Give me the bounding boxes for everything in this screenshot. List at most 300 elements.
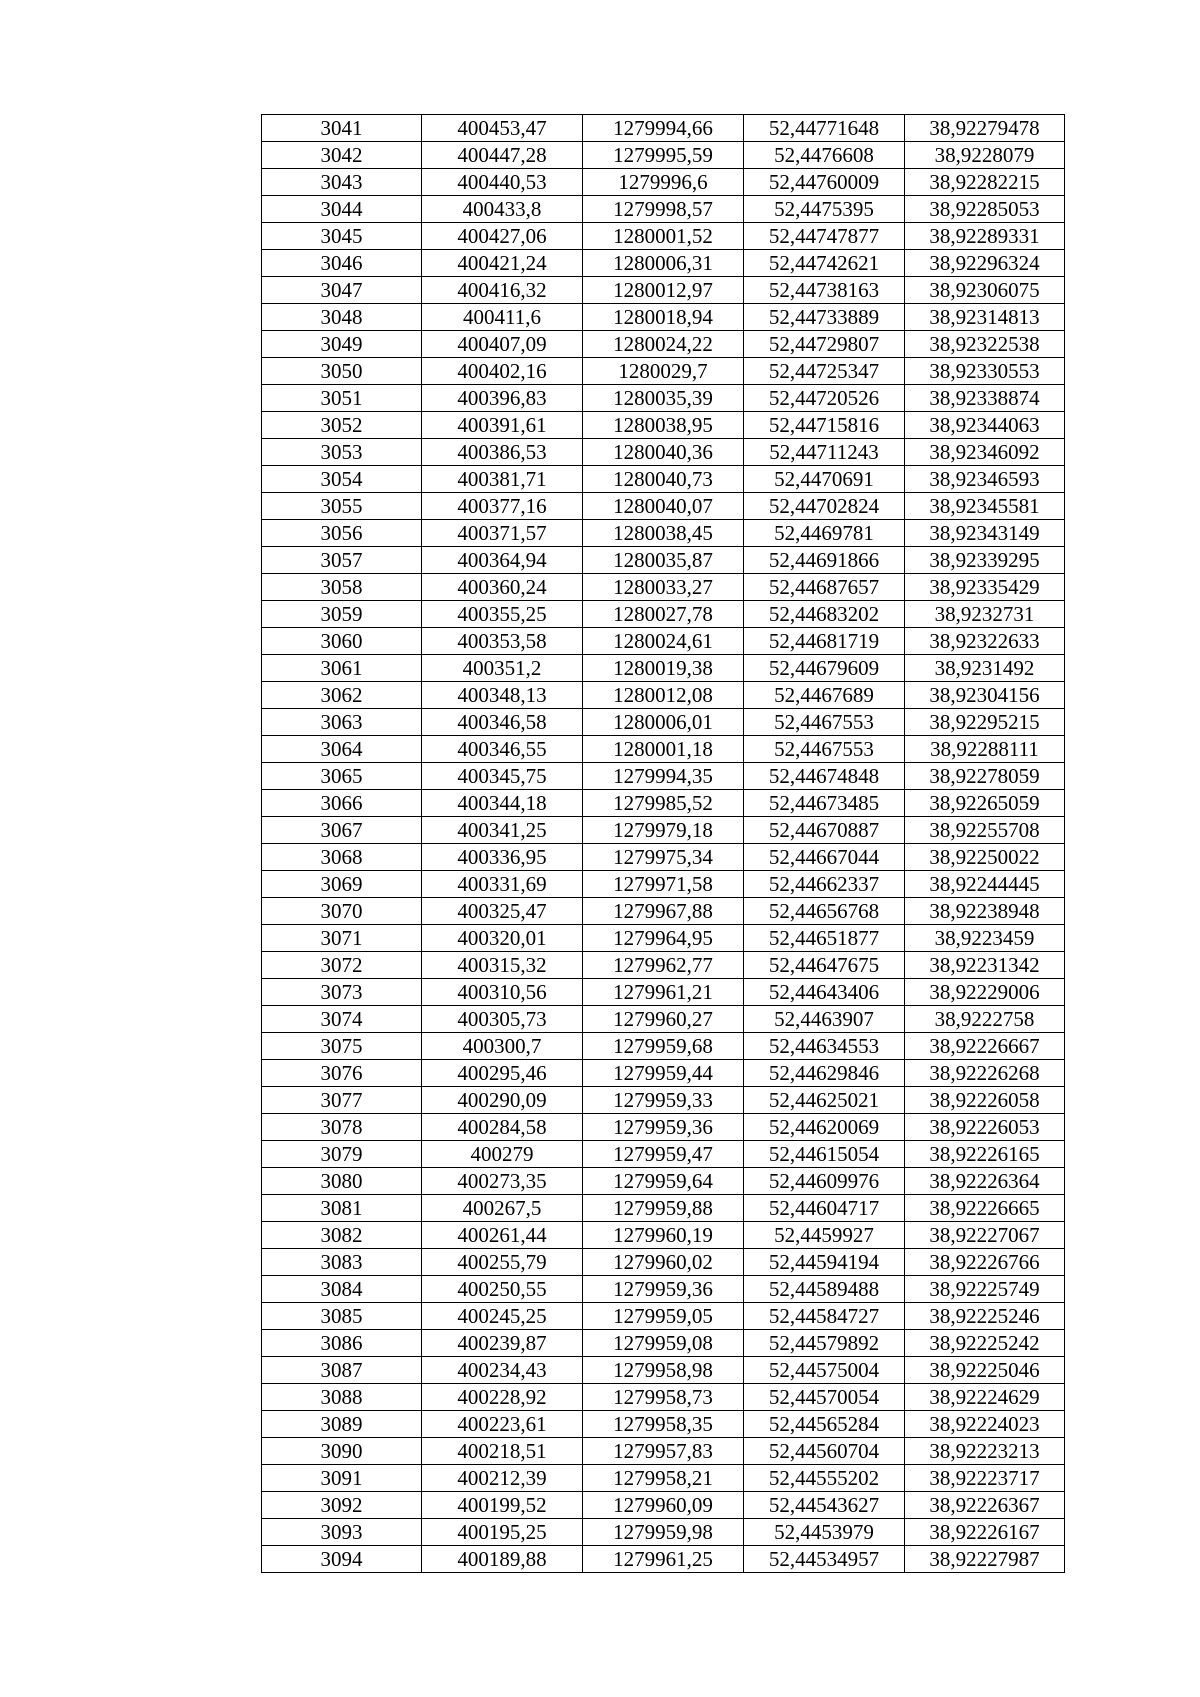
point-number-cell: 3063 xyxy=(262,709,422,736)
longitude-cell: 38,92335429 xyxy=(905,574,1065,601)
latitude-cell: 52,44560704 xyxy=(744,1438,905,1465)
latitude-cell: 52,44555202 xyxy=(744,1465,905,1492)
point-number-cell: 3080 xyxy=(262,1168,422,1195)
latitude-cell: 52,44667044 xyxy=(744,844,905,871)
coordinates-table xyxy=(261,114,1065,1573)
x-coordinate-cell: 400421,24 xyxy=(422,250,583,277)
y-coordinate-cell: 1279959,98 xyxy=(583,1519,744,1546)
latitude-cell: 52,44747877 xyxy=(744,223,905,250)
point-number-cell: 3086 xyxy=(262,1330,422,1357)
x-coordinate-cell: 400223,61 xyxy=(422,1411,583,1438)
table-row xyxy=(262,628,1065,655)
x-coordinate-cell: 400267,5 xyxy=(422,1195,583,1222)
point-number-cell: 3074 xyxy=(262,1006,422,1033)
longitude-cell: 38,92250022 xyxy=(905,844,1065,871)
point-number-cell: 3053 xyxy=(262,439,422,466)
latitude-cell: 52,44702824 xyxy=(744,493,905,520)
point-number-cell: 3048 xyxy=(262,304,422,331)
x-coordinate-cell: 400353,58 xyxy=(422,628,583,655)
point-number-cell: 3072 xyxy=(262,952,422,979)
longitude-cell: 38,92339295 xyxy=(905,547,1065,574)
y-coordinate-cell: 1279958,35 xyxy=(583,1411,744,1438)
latitude-cell: 52,44673485 xyxy=(744,790,905,817)
longitude-cell: 38,92225242 xyxy=(905,1330,1065,1357)
latitude-cell: 52,44625021 xyxy=(744,1087,905,1114)
table-row xyxy=(262,223,1065,250)
y-coordinate-cell: 1279959,88 xyxy=(583,1195,744,1222)
y-coordinate-cell: 1279998,57 xyxy=(583,196,744,223)
point-number-cell: 3051 xyxy=(262,385,422,412)
latitude-cell: 52,44647675 xyxy=(744,952,905,979)
table-row xyxy=(262,952,1065,979)
y-coordinate-cell: 1280018,94 xyxy=(583,304,744,331)
longitude-cell: 38,92306075 xyxy=(905,277,1065,304)
point-number-cell: 3079 xyxy=(262,1141,422,1168)
point-number-cell: 3044 xyxy=(262,196,422,223)
point-number-cell: 3092 xyxy=(262,1492,422,1519)
x-coordinate-cell: 400411,6 xyxy=(422,304,583,331)
x-coordinate-cell: 400199,52 xyxy=(422,1492,583,1519)
x-coordinate-cell: 400315,32 xyxy=(422,952,583,979)
table-row xyxy=(262,520,1065,547)
latitude-cell: 52,44643406 xyxy=(744,979,905,1006)
y-coordinate-cell: 1280038,45 xyxy=(583,520,744,547)
y-coordinate-cell: 1280024,61 xyxy=(583,628,744,655)
y-coordinate-cell: 1280006,01 xyxy=(583,709,744,736)
x-coordinate-cell: 400284,58 xyxy=(422,1114,583,1141)
x-coordinate-cell: 400348,13 xyxy=(422,682,583,709)
table-row xyxy=(262,1492,1065,1519)
point-number-cell: 3077 xyxy=(262,1087,422,1114)
longitude-cell: 38,92304156 xyxy=(905,682,1065,709)
y-coordinate-cell: 1279959,68 xyxy=(583,1033,744,1060)
longitude-cell: 38,9222758 xyxy=(905,1006,1065,1033)
table-row xyxy=(262,1465,1065,1492)
x-coordinate-cell: 400453,47 xyxy=(422,115,583,142)
x-coordinate-cell: 400346,58 xyxy=(422,709,583,736)
table-row xyxy=(262,871,1065,898)
x-coordinate-cell: 400234,43 xyxy=(422,1357,583,1384)
y-coordinate-cell: 1279994,35 xyxy=(583,763,744,790)
point-number-cell: 3056 xyxy=(262,520,422,547)
y-coordinate-cell: 1280040,36 xyxy=(583,439,744,466)
point-number-cell: 3061 xyxy=(262,655,422,682)
latitude-cell: 52,44615054 xyxy=(744,1141,905,1168)
point-number-cell: 3081 xyxy=(262,1195,422,1222)
table-row xyxy=(262,169,1065,196)
latitude-cell: 52,4470691 xyxy=(744,466,905,493)
latitude-cell: 52,44729807 xyxy=(744,331,905,358)
point-number-cell: 3049 xyxy=(262,331,422,358)
table-row xyxy=(262,709,1065,736)
point-number-cell: 3085 xyxy=(262,1303,422,1330)
point-number-cell: 3083 xyxy=(262,1249,422,1276)
latitude-cell: 52,44711243 xyxy=(744,439,905,466)
y-coordinate-cell: 1280040,73 xyxy=(583,466,744,493)
table-row xyxy=(262,1438,1065,1465)
longitude-cell: 38,92282215 xyxy=(905,169,1065,196)
y-coordinate-cell: 1280027,78 xyxy=(583,601,744,628)
longitude-cell: 38,92225046 xyxy=(905,1357,1065,1384)
y-coordinate-cell: 1280012,08 xyxy=(583,682,744,709)
y-coordinate-cell: 1280006,31 xyxy=(583,250,744,277)
x-coordinate-cell: 400345,75 xyxy=(422,763,583,790)
y-coordinate-cell: 1279959,47 xyxy=(583,1141,744,1168)
table-row xyxy=(262,790,1065,817)
longitude-cell: 38,92344063 xyxy=(905,412,1065,439)
table-row xyxy=(262,1249,1065,1276)
longitude-cell: 38,92229006 xyxy=(905,979,1065,1006)
latitude-cell: 52,44662337 xyxy=(744,871,905,898)
x-coordinate-cell: 400360,24 xyxy=(422,574,583,601)
y-coordinate-cell: 1279961,21 xyxy=(583,979,744,1006)
x-coordinate-cell: 400218,51 xyxy=(422,1438,583,1465)
table-row xyxy=(262,1195,1065,1222)
longitude-cell: 38,92225246 xyxy=(905,1303,1065,1330)
longitude-cell: 38,92322538 xyxy=(905,331,1065,358)
x-coordinate-cell: 400386,53 xyxy=(422,439,583,466)
y-coordinate-cell: 1280035,87 xyxy=(583,547,744,574)
longitude-cell: 38,92278059 xyxy=(905,763,1065,790)
y-coordinate-cell: 1279959,08 xyxy=(583,1330,744,1357)
y-coordinate-cell: 1279975,34 xyxy=(583,844,744,871)
x-coordinate-cell: 400295,46 xyxy=(422,1060,583,1087)
latitude-cell: 52,44720526 xyxy=(744,385,905,412)
point-number-cell: 3093 xyxy=(262,1519,422,1546)
table-row xyxy=(262,304,1065,331)
longitude-cell: 38,92346092 xyxy=(905,439,1065,466)
x-coordinate-cell: 400310,56 xyxy=(422,979,583,1006)
y-coordinate-cell: 1279996,6 xyxy=(583,169,744,196)
y-coordinate-cell: 1279959,05 xyxy=(583,1303,744,1330)
point-number-cell: 3046 xyxy=(262,250,422,277)
y-coordinate-cell: 1280001,52 xyxy=(583,223,744,250)
latitude-cell: 52,4459927 xyxy=(744,1222,905,1249)
table-row xyxy=(262,1168,1065,1195)
point-number-cell: 3088 xyxy=(262,1384,422,1411)
longitude-cell: 38,92285053 xyxy=(905,196,1065,223)
point-number-cell: 3090 xyxy=(262,1438,422,1465)
point-number-cell: 3060 xyxy=(262,628,422,655)
table-row xyxy=(262,1006,1065,1033)
table-row xyxy=(262,1330,1065,1357)
longitude-cell: 38,9232731 xyxy=(905,601,1065,628)
latitude-cell: 52,4467553 xyxy=(744,709,905,736)
latitude-cell: 52,4475395 xyxy=(744,196,905,223)
latitude-cell: 52,4476608 xyxy=(744,142,905,169)
table-row xyxy=(262,1519,1065,1546)
table-row xyxy=(262,979,1065,1006)
y-coordinate-cell: 1279958,73 xyxy=(583,1384,744,1411)
table-row xyxy=(262,196,1065,223)
longitude-cell: 38,92226058 xyxy=(905,1087,1065,1114)
latitude-cell: 52,44760009 xyxy=(744,169,905,196)
y-coordinate-cell: 1280012,97 xyxy=(583,277,744,304)
point-number-cell: 3059 xyxy=(262,601,422,628)
y-coordinate-cell: 1280029,7 xyxy=(583,358,744,385)
latitude-cell: 52,44570054 xyxy=(744,1384,905,1411)
y-coordinate-cell: 1279995,59 xyxy=(583,142,744,169)
x-coordinate-cell: 400402,16 xyxy=(422,358,583,385)
table-row xyxy=(262,898,1065,925)
longitude-cell: 38,92296324 xyxy=(905,250,1065,277)
table-row xyxy=(262,331,1065,358)
x-coordinate-cell: 400300,7 xyxy=(422,1033,583,1060)
latitude-cell: 52,4467553 xyxy=(744,736,905,763)
y-coordinate-cell: 1280019,38 xyxy=(583,655,744,682)
x-coordinate-cell: 400228,92 xyxy=(422,1384,583,1411)
table-row xyxy=(262,493,1065,520)
y-coordinate-cell: 1279994,66 xyxy=(583,115,744,142)
table-row xyxy=(262,1411,1065,1438)
x-coordinate-cell: 400346,55 xyxy=(422,736,583,763)
y-coordinate-cell: 1279958,98 xyxy=(583,1357,744,1384)
table-row xyxy=(262,1546,1065,1573)
latitude-cell: 52,44771648 xyxy=(744,115,905,142)
y-coordinate-cell: 1280040,07 xyxy=(583,493,744,520)
longitude-cell: 38,92288111 xyxy=(905,736,1065,763)
table-row xyxy=(262,655,1065,682)
longitude-cell: 38,92223213 xyxy=(905,1438,1065,1465)
y-coordinate-cell: 1279979,18 xyxy=(583,817,744,844)
latitude-cell: 52,44629846 xyxy=(744,1060,905,1087)
point-number-cell: 3055 xyxy=(262,493,422,520)
latitude-cell: 52,44691866 xyxy=(744,547,905,574)
table-row xyxy=(262,1222,1065,1249)
longitude-cell: 38,92314813 xyxy=(905,304,1065,331)
point-number-cell: 3058 xyxy=(262,574,422,601)
point-number-cell: 3089 xyxy=(262,1411,422,1438)
coordinates-table-body xyxy=(262,115,1065,1573)
y-coordinate-cell: 1280001,18 xyxy=(583,736,744,763)
longitude-cell: 38,9223459 xyxy=(905,925,1065,952)
longitude-cell: 38,92244445 xyxy=(905,871,1065,898)
latitude-cell: 52,4467689 xyxy=(744,682,905,709)
y-coordinate-cell: 1279959,36 xyxy=(583,1114,744,1141)
table-row xyxy=(262,763,1065,790)
latitude-cell: 52,44651877 xyxy=(744,925,905,952)
latitude-cell: 52,44575004 xyxy=(744,1357,905,1384)
y-coordinate-cell: 1280038,95 xyxy=(583,412,744,439)
table-row xyxy=(262,1114,1065,1141)
table-row xyxy=(262,1033,1065,1060)
latitude-cell: 52,44589488 xyxy=(744,1276,905,1303)
point-number-cell: 3075 xyxy=(262,1033,422,1060)
longitude-cell: 38,92338874 xyxy=(905,385,1065,412)
longitude-cell: 38,92265059 xyxy=(905,790,1065,817)
y-coordinate-cell: 1279962,77 xyxy=(583,952,744,979)
longitude-cell: 38,92238948 xyxy=(905,898,1065,925)
table-row xyxy=(262,115,1065,142)
longitude-cell: 38,92226053 xyxy=(905,1114,1065,1141)
x-coordinate-cell: 400212,39 xyxy=(422,1465,583,1492)
longitude-cell: 38,92224023 xyxy=(905,1411,1065,1438)
x-coordinate-cell: 400336,95 xyxy=(422,844,583,871)
table-row xyxy=(262,1276,1065,1303)
point-number-cell: 3052 xyxy=(262,412,422,439)
x-coordinate-cell: 400377,16 xyxy=(422,493,583,520)
table-row xyxy=(262,385,1065,412)
point-number-cell: 3094 xyxy=(262,1546,422,1573)
x-coordinate-cell: 400351,2 xyxy=(422,655,583,682)
x-coordinate-cell: 400250,55 xyxy=(422,1276,583,1303)
table-row xyxy=(262,466,1065,493)
x-coordinate-cell: 400290,09 xyxy=(422,1087,583,1114)
latitude-cell: 52,44715816 xyxy=(744,412,905,439)
latitude-cell: 52,44674848 xyxy=(744,763,905,790)
longitude-cell: 38,92227067 xyxy=(905,1222,1065,1249)
y-coordinate-cell: 1279964,95 xyxy=(583,925,744,952)
latitude-cell: 52,44687657 xyxy=(744,574,905,601)
x-coordinate-cell: 400341,25 xyxy=(422,817,583,844)
latitude-cell: 52,44683202 xyxy=(744,601,905,628)
latitude-cell: 52,44634553 xyxy=(744,1033,905,1060)
point-number-cell: 3082 xyxy=(262,1222,422,1249)
longitude-cell: 38,92231342 xyxy=(905,952,1065,979)
longitude-cell: 38,92226667 xyxy=(905,1033,1065,1060)
y-coordinate-cell: 1279959,36 xyxy=(583,1276,744,1303)
table-row xyxy=(262,250,1065,277)
table-row xyxy=(262,547,1065,574)
point-number-cell: 3071 xyxy=(262,925,422,952)
y-coordinate-cell: 1279960,09 xyxy=(583,1492,744,1519)
latitude-cell: 52,44733889 xyxy=(744,304,905,331)
table-row xyxy=(262,574,1065,601)
point-number-cell: 3064 xyxy=(262,736,422,763)
latitude-cell: 52,44620069 xyxy=(744,1114,905,1141)
longitude-cell: 38,92226367 xyxy=(905,1492,1065,1519)
x-coordinate-cell: 400447,28 xyxy=(422,142,583,169)
x-coordinate-cell: 400305,73 xyxy=(422,1006,583,1033)
table-row xyxy=(262,925,1065,952)
table-row xyxy=(262,142,1065,169)
longitude-cell: 38,92330553 xyxy=(905,358,1065,385)
y-coordinate-cell: 1279960,19 xyxy=(583,1222,744,1249)
latitude-cell: 52,44609976 xyxy=(744,1168,905,1195)
table-row xyxy=(262,1303,1065,1330)
y-coordinate-cell: 1279959,44 xyxy=(583,1060,744,1087)
y-coordinate-cell: 1279967,88 xyxy=(583,898,744,925)
point-number-cell: 3045 xyxy=(262,223,422,250)
point-number-cell: 3057 xyxy=(262,547,422,574)
x-coordinate-cell: 400245,25 xyxy=(422,1303,583,1330)
longitude-cell: 38,92226165 xyxy=(905,1141,1065,1168)
x-coordinate-cell: 400195,25 xyxy=(422,1519,583,1546)
longitude-cell: 38,92346593 xyxy=(905,466,1065,493)
longitude-cell: 38,92226364 xyxy=(905,1168,1065,1195)
y-coordinate-cell: 1279958,21 xyxy=(583,1465,744,1492)
y-coordinate-cell: 1280033,27 xyxy=(583,574,744,601)
x-coordinate-cell: 400427,06 xyxy=(422,223,583,250)
y-coordinate-cell: 1279959,64 xyxy=(583,1168,744,1195)
x-coordinate-cell: 400189,88 xyxy=(422,1546,583,1573)
x-coordinate-cell: 400279 xyxy=(422,1141,583,1168)
point-number-cell: 3043 xyxy=(262,169,422,196)
latitude-cell: 52,4453979 xyxy=(744,1519,905,1546)
table-row xyxy=(262,439,1065,466)
longitude-cell: 38,92345581 xyxy=(905,493,1065,520)
latitude-cell: 52,44681719 xyxy=(744,628,905,655)
point-number-cell: 3087 xyxy=(262,1357,422,1384)
y-coordinate-cell: 1279960,02 xyxy=(583,1249,744,1276)
table-row xyxy=(262,601,1065,628)
latitude-cell: 52,44604717 xyxy=(744,1195,905,1222)
table-row xyxy=(262,358,1065,385)
latitude-cell: 52,44584727 xyxy=(744,1303,905,1330)
y-coordinate-cell: 1279959,33 xyxy=(583,1087,744,1114)
y-coordinate-cell: 1279957,83 xyxy=(583,1438,744,1465)
table-row xyxy=(262,412,1065,439)
longitude-cell: 38,92279478 xyxy=(905,115,1065,142)
point-number-cell: 3054 xyxy=(262,466,422,493)
table-row xyxy=(262,1087,1065,1114)
x-coordinate-cell: 400391,61 xyxy=(422,412,583,439)
latitude-cell: 52,44579892 xyxy=(744,1330,905,1357)
latitude-cell: 52,44679609 xyxy=(744,655,905,682)
longitude-cell: 38,92226268 xyxy=(905,1060,1065,1087)
longitude-cell: 38,92223717 xyxy=(905,1465,1065,1492)
point-number-cell: 3062 xyxy=(262,682,422,709)
x-coordinate-cell: 400320,01 xyxy=(422,925,583,952)
point-number-cell: 3047 xyxy=(262,277,422,304)
table-row xyxy=(262,277,1065,304)
x-coordinate-cell: 400273,35 xyxy=(422,1168,583,1195)
point-number-cell: 3069 xyxy=(262,871,422,898)
x-coordinate-cell: 400331,69 xyxy=(422,871,583,898)
y-coordinate-cell: 1280035,39 xyxy=(583,385,744,412)
latitude-cell: 52,44742621 xyxy=(744,250,905,277)
point-number-cell: 3067 xyxy=(262,817,422,844)
x-coordinate-cell: 400261,44 xyxy=(422,1222,583,1249)
latitude-cell: 52,44656768 xyxy=(744,898,905,925)
longitude-cell: 38,92226167 xyxy=(905,1519,1065,1546)
longitude-cell: 38,92226766 xyxy=(905,1249,1065,1276)
point-number-cell: 3050 xyxy=(262,358,422,385)
x-coordinate-cell: 400364,94 xyxy=(422,547,583,574)
latitude-cell: 52,4469781 xyxy=(744,520,905,547)
y-coordinate-cell: 1279971,58 xyxy=(583,871,744,898)
table-row xyxy=(262,844,1065,871)
longitude-cell: 38,9231492 xyxy=(905,655,1065,682)
x-coordinate-cell: 400344,18 xyxy=(422,790,583,817)
point-number-cell: 3065 xyxy=(262,763,422,790)
x-coordinate-cell: 400371,57 xyxy=(422,520,583,547)
table-row xyxy=(262,1141,1065,1168)
point-number-cell: 3091 xyxy=(262,1465,422,1492)
latitude-cell: 52,44543627 xyxy=(744,1492,905,1519)
longitude-cell: 38,92227987 xyxy=(905,1546,1065,1573)
longitude-cell: 38,92343149 xyxy=(905,520,1065,547)
point-number-cell: 3076 xyxy=(262,1060,422,1087)
longitude-cell: 38,92224629 xyxy=(905,1384,1065,1411)
longitude-cell: 38,92289331 xyxy=(905,223,1065,250)
latitude-cell: 52,44565284 xyxy=(744,1411,905,1438)
point-number-cell: 3084 xyxy=(262,1276,422,1303)
table-row xyxy=(262,1060,1065,1087)
x-coordinate-cell: 400407,09 xyxy=(422,331,583,358)
point-number-cell: 3073 xyxy=(262,979,422,1006)
table-row xyxy=(262,817,1065,844)
latitude-cell: 52,44594194 xyxy=(744,1249,905,1276)
point-number-cell: 3042 xyxy=(262,142,422,169)
latitude-cell: 52,44670887 xyxy=(744,817,905,844)
longitude-cell: 38,9228079 xyxy=(905,142,1065,169)
x-coordinate-cell: 400255,79 xyxy=(422,1249,583,1276)
point-number-cell: 3078 xyxy=(262,1114,422,1141)
longitude-cell: 38,92225749 xyxy=(905,1276,1065,1303)
x-coordinate-cell: 400381,71 xyxy=(422,466,583,493)
latitude-cell: 52,44738163 xyxy=(744,277,905,304)
